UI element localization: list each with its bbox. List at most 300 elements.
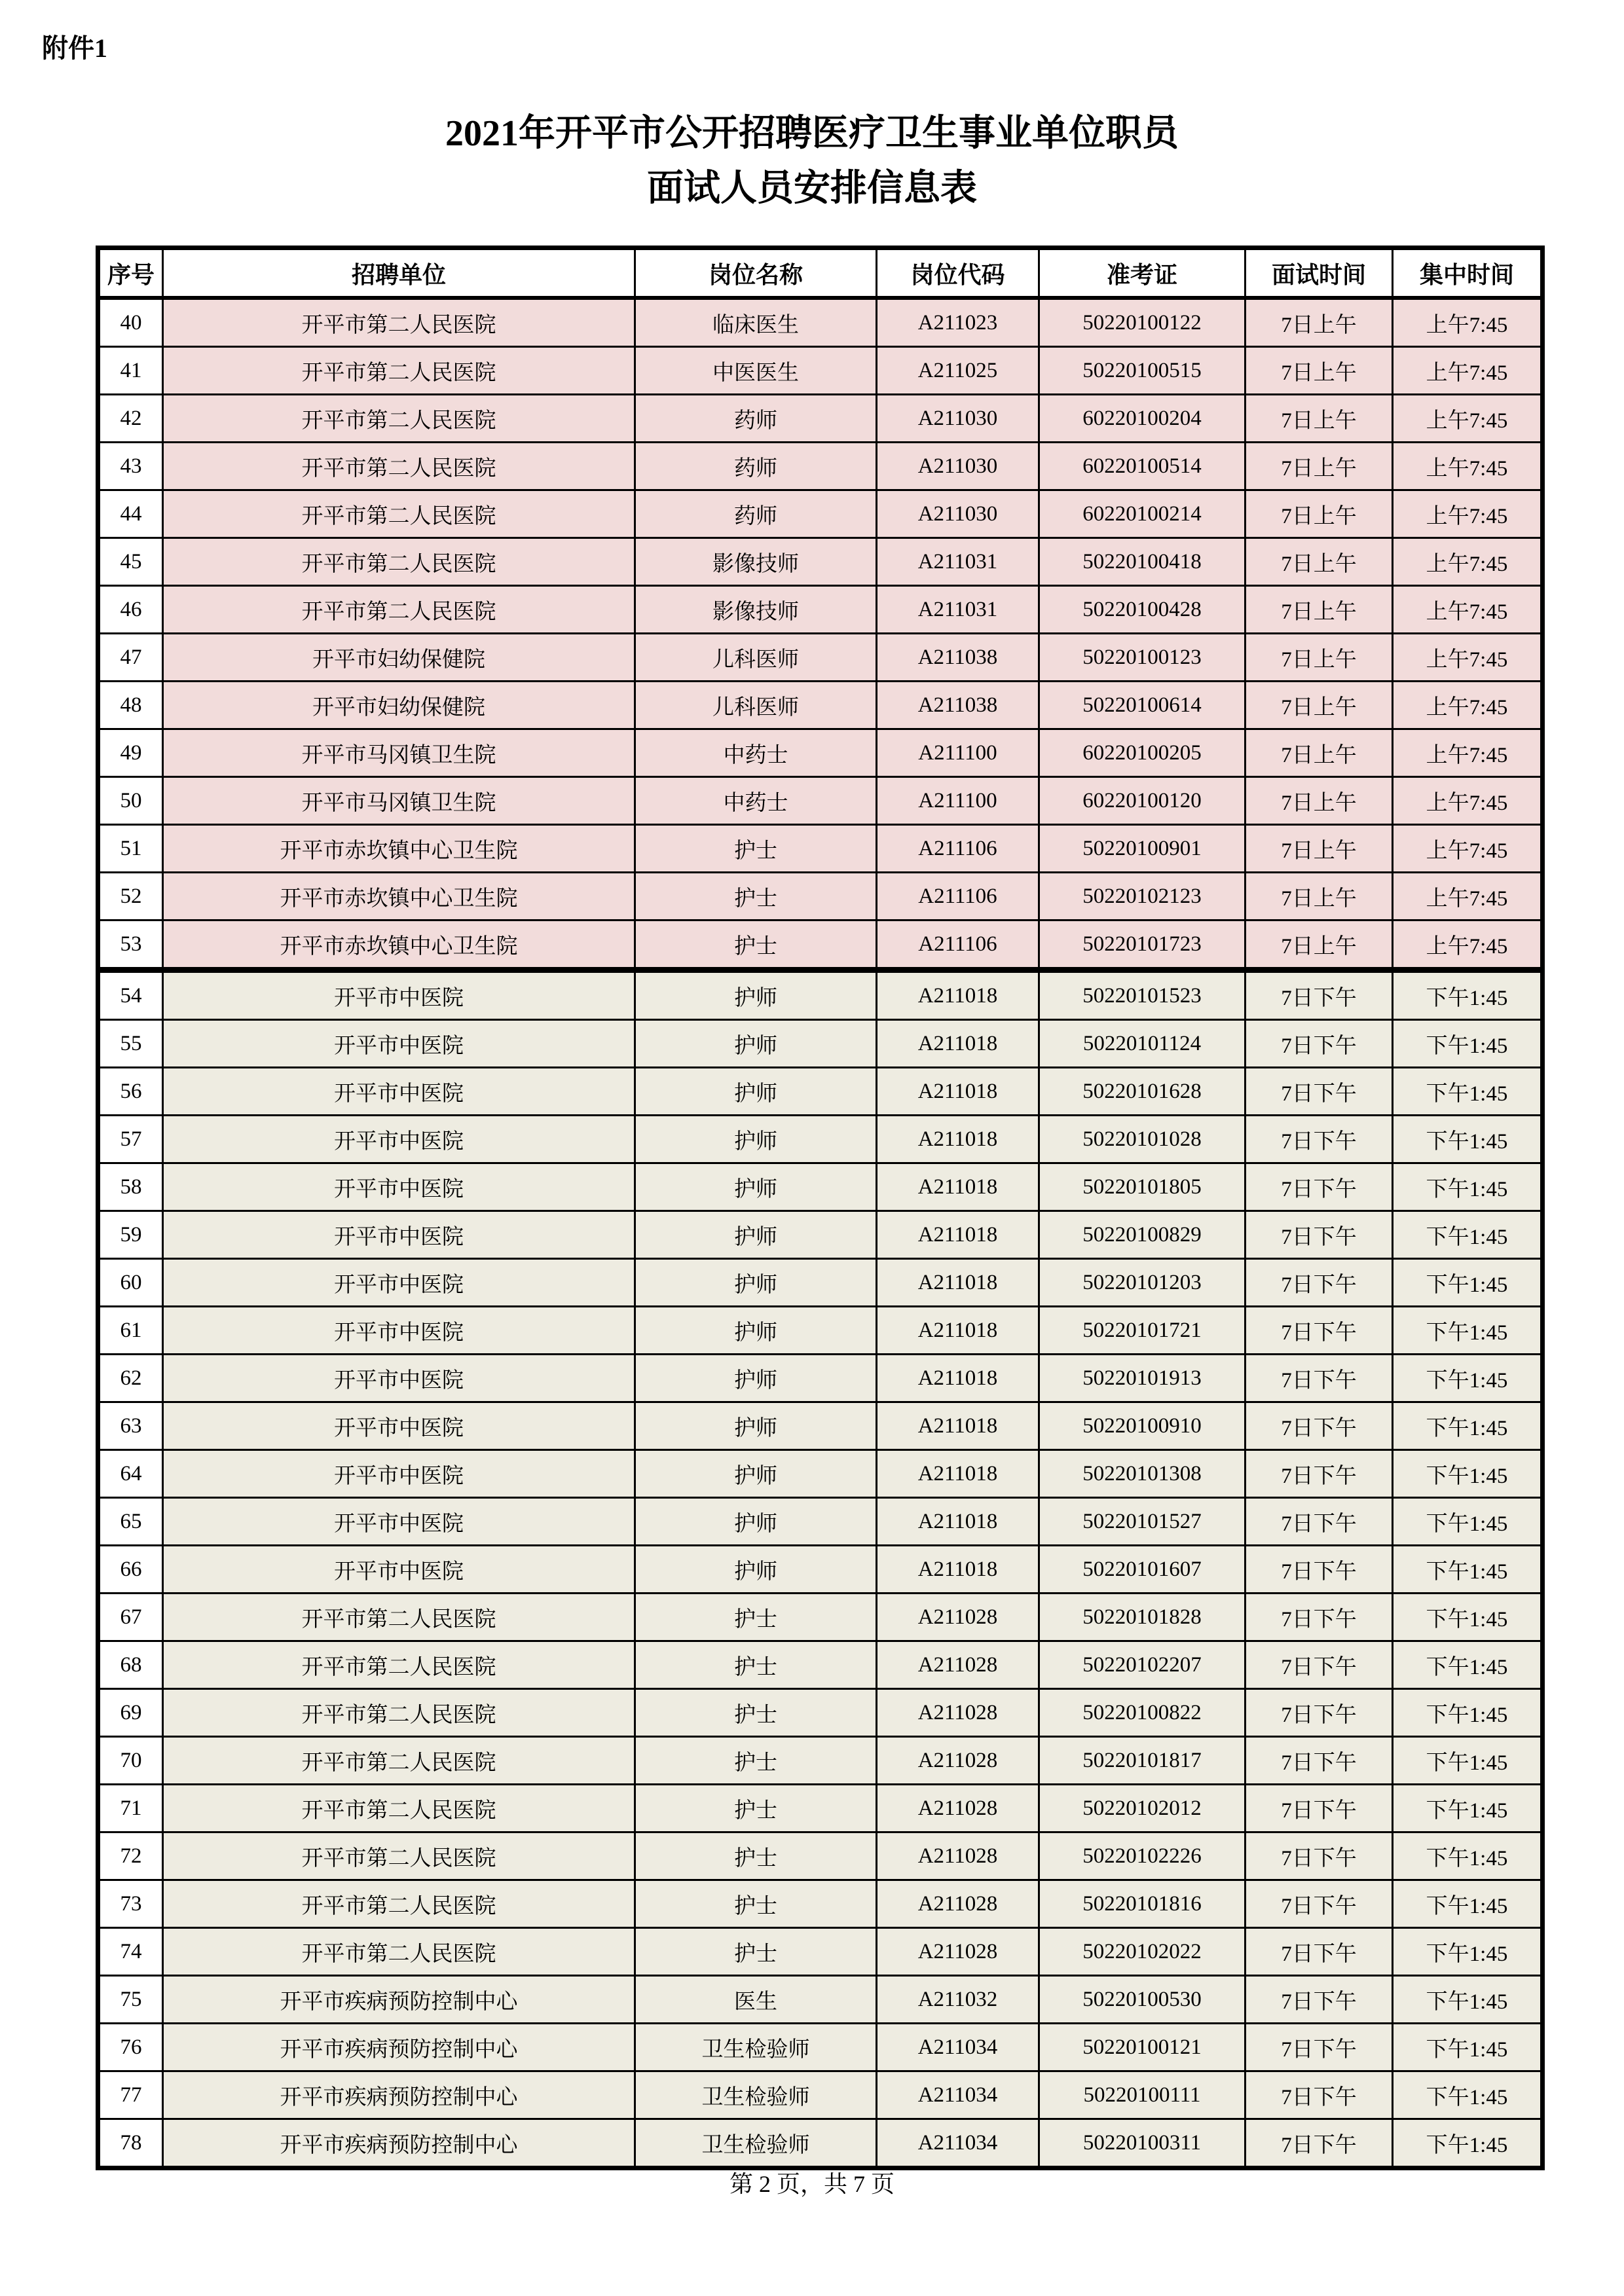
cell-interview-time: 7日下午 xyxy=(1246,2119,1393,2168)
cell-interview-time: 7日下午 xyxy=(1246,1641,1393,1689)
cell-unit: 开平市第二人民医院 xyxy=(163,1832,635,1880)
cell-code: A211100 xyxy=(877,729,1039,777)
cell-ticket: 50220101028 xyxy=(1039,1116,1246,1163)
cell-interview-time: 7日下午 xyxy=(1246,1211,1393,1259)
cell-position: 中医医生 xyxy=(635,347,877,395)
cell-code: A211106 xyxy=(877,920,1039,970)
cell-unit: 开平市第二人民医院 xyxy=(163,347,635,395)
cell-ticket: 50220101723 xyxy=(1039,920,1246,970)
cell-seq: 78 xyxy=(98,2119,163,2168)
cell-unit: 开平市赤坎镇中心卫生院 xyxy=(163,825,635,873)
cell-interview-time: 7日上午 xyxy=(1246,729,1393,777)
cell-interview-time: 7日上午 xyxy=(1246,443,1393,490)
cell-seq: 64 xyxy=(98,1450,163,1498)
cell-interview-time: 7日上午 xyxy=(1246,682,1393,729)
cell-seq: 52 xyxy=(98,873,163,920)
cell-code: A211018 xyxy=(877,1259,1039,1307)
cell-position: 护师 xyxy=(635,1307,877,1355)
cell-assembly-time: 上午7:45 xyxy=(1393,634,1543,682)
cell-assembly-time: 下午1:45 xyxy=(1393,1546,1543,1594)
cell-position: 护师 xyxy=(635,1259,877,1307)
cell-code: A211018 xyxy=(877,1355,1039,1402)
cell-ticket: 50220101628 xyxy=(1039,1068,1246,1116)
cell-code: A211034 xyxy=(877,2119,1039,2168)
cell-position: 医生 xyxy=(635,1976,877,2024)
cell-assembly-time: 下午1:45 xyxy=(1393,1976,1543,2024)
interview-schedule-table xyxy=(96,246,1545,2170)
cell-assembly-time: 下午1:45 xyxy=(1393,1116,1543,1163)
cell-interview-time: 7日上午 xyxy=(1246,298,1393,347)
page-title-line1: 2021年开平市公开招聘医疗卫生事业单位职员 xyxy=(445,113,1179,154)
cell-ticket: 50220100910 xyxy=(1039,1402,1246,1450)
cell-seq: 70 xyxy=(98,1737,163,1785)
cell-seq: 57 xyxy=(98,1116,163,1163)
table-row xyxy=(98,1450,1543,1498)
cell-unit: 开平市第二人民医院 xyxy=(163,443,635,490)
cell-position: 护士 xyxy=(635,1737,877,1785)
cell-assembly-time: 上午7:45 xyxy=(1393,395,1543,443)
cell-unit: 开平市中医院 xyxy=(163,1546,635,1594)
page-title xyxy=(0,106,1624,216)
cell-assembly-time: 下午1:45 xyxy=(1393,1641,1543,1689)
cell-interview-time: 7日上午 xyxy=(1246,586,1393,634)
cell-interview-time: 7日下午 xyxy=(1246,1785,1393,1832)
cell-assembly-time: 下午1:45 xyxy=(1393,1498,1543,1546)
cell-ticket: 60220100120 xyxy=(1039,777,1246,825)
cell-interview-time: 7日下午 xyxy=(1246,1259,1393,1307)
cell-position: 药师 xyxy=(635,443,877,490)
column-header-unit: 招聘单位 xyxy=(163,248,635,299)
column-header-seq: 序号 xyxy=(98,248,163,299)
cell-code: A211018 xyxy=(877,1211,1039,1259)
cell-assembly-time: 下午1:45 xyxy=(1393,2119,1543,2168)
table-row xyxy=(98,443,1543,490)
cell-interview-time: 7日下午 xyxy=(1246,1020,1393,1068)
cell-code: A211034 xyxy=(877,2071,1039,2119)
cell-ticket: 50220101124 xyxy=(1039,1020,1246,1068)
cell-interview-time: 7日下午 xyxy=(1246,1880,1393,1928)
cell-seq: 73 xyxy=(98,1880,163,1928)
cell-assembly-time: 上午7:45 xyxy=(1393,490,1543,538)
cell-code: A211018 xyxy=(877,1450,1039,1498)
cell-position: 护师 xyxy=(635,1068,877,1116)
cell-position: 护士 xyxy=(635,825,877,873)
cell-ticket: 50220100614 xyxy=(1039,682,1246,729)
cell-assembly-time: 上午7:45 xyxy=(1393,682,1543,729)
cell-assembly-time: 下午1:45 xyxy=(1393,1020,1543,1068)
cell-unit: 开平市赤坎镇中心卫生院 xyxy=(163,873,635,920)
cell-assembly-time: 上午7:45 xyxy=(1393,729,1543,777)
column-header-assembly-time: 集中时间 xyxy=(1393,248,1543,299)
cell-interview-time: 7日下午 xyxy=(1246,1976,1393,2024)
table-row xyxy=(98,2119,1543,2168)
cell-position: 卫生检验师 xyxy=(635,2024,877,2071)
cell-interview-time: 7日下午 xyxy=(1246,1832,1393,1880)
cell-unit: 开平市马冈镇卫生院 xyxy=(163,777,635,825)
cell-code: A211018 xyxy=(877,1498,1039,1546)
cell-position: 儿科医师 xyxy=(635,634,877,682)
table-header-row xyxy=(98,248,1543,299)
cell-unit: 开平市疾病预防控制中心 xyxy=(163,2071,635,2119)
cell-unit: 开平市第二人民医院 xyxy=(163,1928,635,1976)
cell-assembly-time: 上午7:45 xyxy=(1393,347,1543,395)
column-header-interview-time: 面试时间 xyxy=(1246,248,1393,299)
cell-interview-time: 7日下午 xyxy=(1246,970,1393,1020)
cell-interview-time: 7日下午 xyxy=(1246,2071,1393,2119)
table-row xyxy=(98,970,1543,1020)
cell-position: 护士 xyxy=(635,873,877,920)
cell-ticket: 50220100123 xyxy=(1039,634,1246,682)
cell-assembly-time: 上午7:45 xyxy=(1393,298,1543,347)
cell-ticket: 60220100204 xyxy=(1039,395,1246,443)
table-row xyxy=(98,729,1543,777)
cell-unit: 开平市第二人民医院 xyxy=(163,298,635,347)
cell-assembly-time: 下午1:45 xyxy=(1393,2071,1543,2119)
cell-seq: 58 xyxy=(98,1163,163,1211)
cell-unit: 开平市中医院 xyxy=(163,1116,635,1163)
cell-position: 药师 xyxy=(635,395,877,443)
cell-interview-time: 7日下午 xyxy=(1246,1068,1393,1116)
table-row xyxy=(98,1546,1543,1594)
column-header-ticket: 准考证 xyxy=(1039,248,1246,299)
cell-interview-time: 7日下午 xyxy=(1246,1307,1393,1355)
cell-unit: 开平市第二人民医院 xyxy=(163,1880,635,1928)
cell-seq: 65 xyxy=(98,1498,163,1546)
table-row xyxy=(98,1737,1543,1785)
cell-code: A211028 xyxy=(877,1880,1039,1928)
cell-ticket: 50220100111 xyxy=(1039,2071,1246,2119)
cell-interview-time: 7日上午 xyxy=(1246,825,1393,873)
cell-assembly-time: 下午1:45 xyxy=(1393,1259,1543,1307)
cell-interview-time: 7日下午 xyxy=(1246,1689,1393,1737)
table-row xyxy=(98,490,1543,538)
cell-interview-time: 7日上午 xyxy=(1246,920,1393,970)
cell-seq: 56 xyxy=(98,1068,163,1116)
cell-unit: 开平市第二人民医院 xyxy=(163,586,635,634)
cell-position: 护师 xyxy=(635,1402,877,1450)
cell-position: 卫生检验师 xyxy=(635,2119,877,2168)
table-row xyxy=(98,1880,1543,1928)
cell-unit: 开平市马冈镇卫生院 xyxy=(163,729,635,777)
cell-interview-time: 7日上午 xyxy=(1246,634,1393,682)
cell-position: 药师 xyxy=(635,490,877,538)
cell-assembly-time: 上午7:45 xyxy=(1393,777,1543,825)
cell-unit: 开平市赤坎镇中心卫生院 xyxy=(163,920,635,970)
cell-code: A211032 xyxy=(877,1976,1039,2024)
cell-seq: 62 xyxy=(98,1355,163,1402)
table-row xyxy=(98,347,1543,395)
cell-unit: 开平市第二人民医院 xyxy=(163,490,635,538)
cell-ticket: 50220101816 xyxy=(1039,1880,1246,1928)
table-row xyxy=(98,1020,1543,1068)
cell-seq: 76 xyxy=(98,2024,163,2071)
table-body xyxy=(98,298,1543,2168)
cell-unit: 开平市妇幼保健院 xyxy=(163,682,635,729)
table-row xyxy=(98,873,1543,920)
cell-seq: 43 xyxy=(98,443,163,490)
cell-seq: 41 xyxy=(98,347,163,395)
cell-ticket: 50220102022 xyxy=(1039,1928,1246,1976)
cell-position: 卫生检验师 xyxy=(635,2071,877,2119)
cell-position: 儿科医师 xyxy=(635,682,877,729)
cell-ticket: 50220101308 xyxy=(1039,1450,1246,1498)
cell-code: A211028 xyxy=(877,1737,1039,1785)
cell-assembly-time: 下午1:45 xyxy=(1393,1402,1543,1450)
cell-interview-time: 7日上午 xyxy=(1246,347,1393,395)
table-row xyxy=(98,634,1543,682)
cell-assembly-time: 下午1:45 xyxy=(1393,1880,1543,1928)
table-row xyxy=(98,1832,1543,1880)
cell-code: A211023 xyxy=(877,298,1039,347)
cell-unit: 开平市第二人民医院 xyxy=(163,1689,635,1737)
cell-unit: 开平市疾病预防控制中心 xyxy=(163,1976,635,2024)
cell-assembly-time: 上午7:45 xyxy=(1393,538,1543,586)
cell-seq: 45 xyxy=(98,538,163,586)
cell-position: 影像技师 xyxy=(635,586,877,634)
cell-ticket: 50220100822 xyxy=(1039,1689,1246,1737)
cell-interview-time: 7日下午 xyxy=(1246,1594,1393,1641)
cell-code: A211034 xyxy=(877,2024,1039,2071)
table-row xyxy=(98,777,1543,825)
cell-unit: 开平市中医院 xyxy=(163,1450,635,1498)
table-row xyxy=(98,538,1543,586)
table-row xyxy=(98,682,1543,729)
cell-position: 护士 xyxy=(635,1689,877,1737)
cell-unit: 开平市中医院 xyxy=(163,1498,635,1546)
cell-unit: 开平市疾病预防控制中心 xyxy=(163,2119,635,2168)
cell-position: 影像技师 xyxy=(635,538,877,586)
cell-position: 中药士 xyxy=(635,777,877,825)
cell-assembly-time: 下午1:45 xyxy=(1393,1737,1543,1785)
cell-position: 护士 xyxy=(635,1641,877,1689)
cell-position: 护师 xyxy=(635,970,877,1020)
cell-position: 护师 xyxy=(635,1020,877,1068)
cell-position: 护师 xyxy=(635,1163,877,1211)
cell-unit: 开平市第二人民医院 xyxy=(163,538,635,586)
cell-code: A211030 xyxy=(877,490,1039,538)
column-header-position: 岗位名称 xyxy=(635,248,877,299)
cell-interview-time: 7日上午 xyxy=(1246,538,1393,586)
table-row xyxy=(98,298,1543,347)
table-header xyxy=(98,248,1543,299)
cell-position: 临床医生 xyxy=(635,298,877,347)
cell-code: A211106 xyxy=(877,873,1039,920)
cell-interview-time: 7日下午 xyxy=(1246,1116,1393,1163)
cell-position: 护师 xyxy=(635,1498,877,1546)
cell-seq: 72 xyxy=(98,1832,163,1880)
cell-ticket: 50220102207 xyxy=(1039,1641,1246,1689)
cell-seq: 44 xyxy=(98,490,163,538)
cell-unit: 开平市第二人民医院 xyxy=(163,395,635,443)
cell-assembly-time: 下午1:45 xyxy=(1393,2024,1543,2071)
cell-code: A211028 xyxy=(877,1832,1039,1880)
cell-ticket: 50220101607 xyxy=(1039,1546,1246,1594)
cell-interview-time: 7日上午 xyxy=(1246,873,1393,920)
cell-unit: 开平市第二人民医院 xyxy=(163,1737,635,1785)
cell-assembly-time: 下午1:45 xyxy=(1393,1068,1543,1116)
table-row xyxy=(98,1928,1543,1976)
cell-assembly-time: 上午7:45 xyxy=(1393,920,1543,970)
cell-interview-time: 7日下午 xyxy=(1246,1450,1393,1498)
cell-ticket: 50220101721 xyxy=(1039,1307,1246,1355)
table-row xyxy=(98,586,1543,634)
cell-assembly-time: 上午7:45 xyxy=(1393,873,1543,920)
table-row xyxy=(98,1259,1543,1307)
cell-position: 护师 xyxy=(635,1546,877,1594)
cell-code: A211028 xyxy=(877,1594,1039,1641)
attachment-label: 附件1 xyxy=(42,33,107,63)
cell-seq: 67 xyxy=(98,1594,163,1641)
cell-unit: 开平市第二人民医院 xyxy=(163,1594,635,1641)
table-row xyxy=(98,1068,1543,1116)
cell-unit: 开平市中医院 xyxy=(163,1020,635,1068)
table-row xyxy=(98,395,1543,443)
cell-interview-time: 7日下午 xyxy=(1246,1928,1393,1976)
cell-assembly-time: 下午1:45 xyxy=(1393,1832,1543,1880)
page-number-footer: 第 2 页，共 7 页 xyxy=(729,2171,895,2197)
cell-ticket: 50220100829 xyxy=(1039,1211,1246,1259)
cell-seq: 74 xyxy=(98,1928,163,1976)
cell-position: 护士 xyxy=(635,1594,877,1641)
cell-interview-time: 7日下午 xyxy=(1246,1498,1393,1546)
cell-assembly-time: 上午7:45 xyxy=(1393,825,1543,873)
cell-unit: 开平市妇幼保健院 xyxy=(163,634,635,682)
table-row xyxy=(98,1163,1543,1211)
cell-code: A211028 xyxy=(877,1928,1039,1976)
cell-seq: 49 xyxy=(98,729,163,777)
cell-unit: 开平市第二人民医院 xyxy=(163,1641,635,1689)
table-row xyxy=(98,2071,1543,2119)
cell-code: A211031 xyxy=(877,586,1039,634)
cell-seq: 48 xyxy=(98,682,163,729)
table-row xyxy=(98,1641,1543,1689)
cell-position: 中药士 xyxy=(635,729,877,777)
cell-ticket: 50220100515 xyxy=(1039,347,1246,395)
cell-code: A211100 xyxy=(877,777,1039,825)
cell-seq: 50 xyxy=(98,777,163,825)
cell-seq: 69 xyxy=(98,1689,163,1737)
cell-seq: 71 xyxy=(98,1785,163,1832)
cell-code: A211028 xyxy=(877,1785,1039,1832)
column-header-code: 岗位代码 xyxy=(877,248,1039,299)
cell-seq: 66 xyxy=(98,1546,163,1594)
table-row xyxy=(98,1498,1543,1546)
cell-seq: 55 xyxy=(98,1020,163,1068)
cell-assembly-time: 下午1:45 xyxy=(1393,1689,1543,1737)
cell-seq: 54 xyxy=(98,970,163,1020)
cell-unit: 开平市中医院 xyxy=(163,970,635,1020)
table-row xyxy=(98,1355,1543,1402)
cell-seq: 59 xyxy=(98,1211,163,1259)
cell-ticket: 50220100428 xyxy=(1039,586,1246,634)
cell-ticket: 50220101913 xyxy=(1039,1355,1246,1402)
cell-code: A211028 xyxy=(877,1689,1039,1737)
cell-interview-time: 7日上午 xyxy=(1246,395,1393,443)
cell-assembly-time: 下午1:45 xyxy=(1393,1450,1543,1498)
cell-ticket: 50220100530 xyxy=(1039,1976,1246,2024)
cell-code: A211030 xyxy=(877,443,1039,490)
cell-position: 护士 xyxy=(635,1928,877,1976)
cell-code: A211018 xyxy=(877,1546,1039,1594)
table-row xyxy=(98,1307,1543,1355)
cell-position: 护师 xyxy=(635,1355,877,1402)
cell-ticket: 60220100205 xyxy=(1039,729,1246,777)
cell-seq: 63 xyxy=(98,1402,163,1450)
cell-position: 护士 xyxy=(635,1880,877,1928)
cell-position: 护士 xyxy=(635,1785,877,1832)
cell-code: A211018 xyxy=(877,1163,1039,1211)
cell-code: A211038 xyxy=(877,682,1039,729)
cell-unit: 开平市疾病预防控制中心 xyxy=(163,2024,635,2071)
cell-ticket: 50220102123 xyxy=(1039,873,1246,920)
cell-seq: 77 xyxy=(98,2071,163,2119)
cell-position: 护士 xyxy=(635,920,877,970)
cell-position: 护士 xyxy=(635,1832,877,1880)
cell-position: 护师 xyxy=(635,1116,877,1163)
cell-assembly-time: 下午1:45 xyxy=(1393,1163,1543,1211)
cell-code: A211106 xyxy=(877,825,1039,873)
table-row xyxy=(98,2024,1543,2071)
cell-ticket: 50220100418 xyxy=(1039,538,1246,586)
cell-seq: 46 xyxy=(98,586,163,634)
cell-ticket: 50220101828 xyxy=(1039,1594,1246,1641)
cell-unit: 开平市中医院 xyxy=(163,1163,635,1211)
table-row xyxy=(98,920,1543,970)
cell-ticket: 50220101817 xyxy=(1039,1737,1246,1785)
cell-code: A211025 xyxy=(877,347,1039,395)
cell-position: 护师 xyxy=(635,1211,877,1259)
cell-ticket: 50220102012 xyxy=(1039,1785,1246,1832)
cell-code: A211031 xyxy=(877,538,1039,586)
cell-interview-time: 7日下午 xyxy=(1246,1737,1393,1785)
cell-code: A211018 xyxy=(877,1020,1039,1068)
cell-ticket: 50220102226 xyxy=(1039,1832,1246,1880)
cell-seq: 53 xyxy=(98,920,163,970)
table-row xyxy=(98,1211,1543,1259)
cell-code: A211018 xyxy=(877,1402,1039,1450)
cell-ticket: 60220100214 xyxy=(1039,490,1246,538)
cell-ticket: 50220101523 xyxy=(1039,970,1246,1020)
cell-seq: 42 xyxy=(98,395,163,443)
cell-ticket: 50220100311 xyxy=(1039,2119,1246,2168)
cell-ticket: 50220101805 xyxy=(1039,1163,1246,1211)
cell-ticket: 50220101527 xyxy=(1039,1498,1246,1546)
cell-unit: 开平市第二人民医院 xyxy=(163,1785,635,1832)
cell-seq: 47 xyxy=(98,634,163,682)
cell-seq: 51 xyxy=(98,825,163,873)
cell-unit: 开平市中医院 xyxy=(163,1355,635,1402)
cell-ticket: 50220100901 xyxy=(1039,825,1246,873)
cell-seq: 68 xyxy=(98,1641,163,1689)
cell-assembly-time: 下午1:45 xyxy=(1393,1307,1543,1355)
cell-position: 护师 xyxy=(635,1450,877,1498)
cell-unit: 开平市中医院 xyxy=(163,1211,635,1259)
cell-interview-time: 7日下午 xyxy=(1246,1163,1393,1211)
cell-interview-time: 7日下午 xyxy=(1246,1355,1393,1402)
cell-code: A211028 xyxy=(877,1641,1039,1689)
cell-unit: 开平市中医院 xyxy=(163,1259,635,1307)
cell-assembly-time: 下午1:45 xyxy=(1393,970,1543,1020)
cell-seq: 60 xyxy=(98,1259,163,1307)
cell-interview-time: 7日下午 xyxy=(1246,1402,1393,1450)
cell-assembly-time: 上午7:45 xyxy=(1393,586,1543,634)
cell-assembly-time: 下午1:45 xyxy=(1393,1594,1543,1641)
cell-code: A211018 xyxy=(877,970,1039,1020)
cell-ticket: 60220100514 xyxy=(1039,443,1246,490)
cell-assembly-time: 上午7:45 xyxy=(1393,443,1543,490)
table-row xyxy=(98,1116,1543,1163)
cell-interview-time: 7日上午 xyxy=(1246,490,1393,538)
